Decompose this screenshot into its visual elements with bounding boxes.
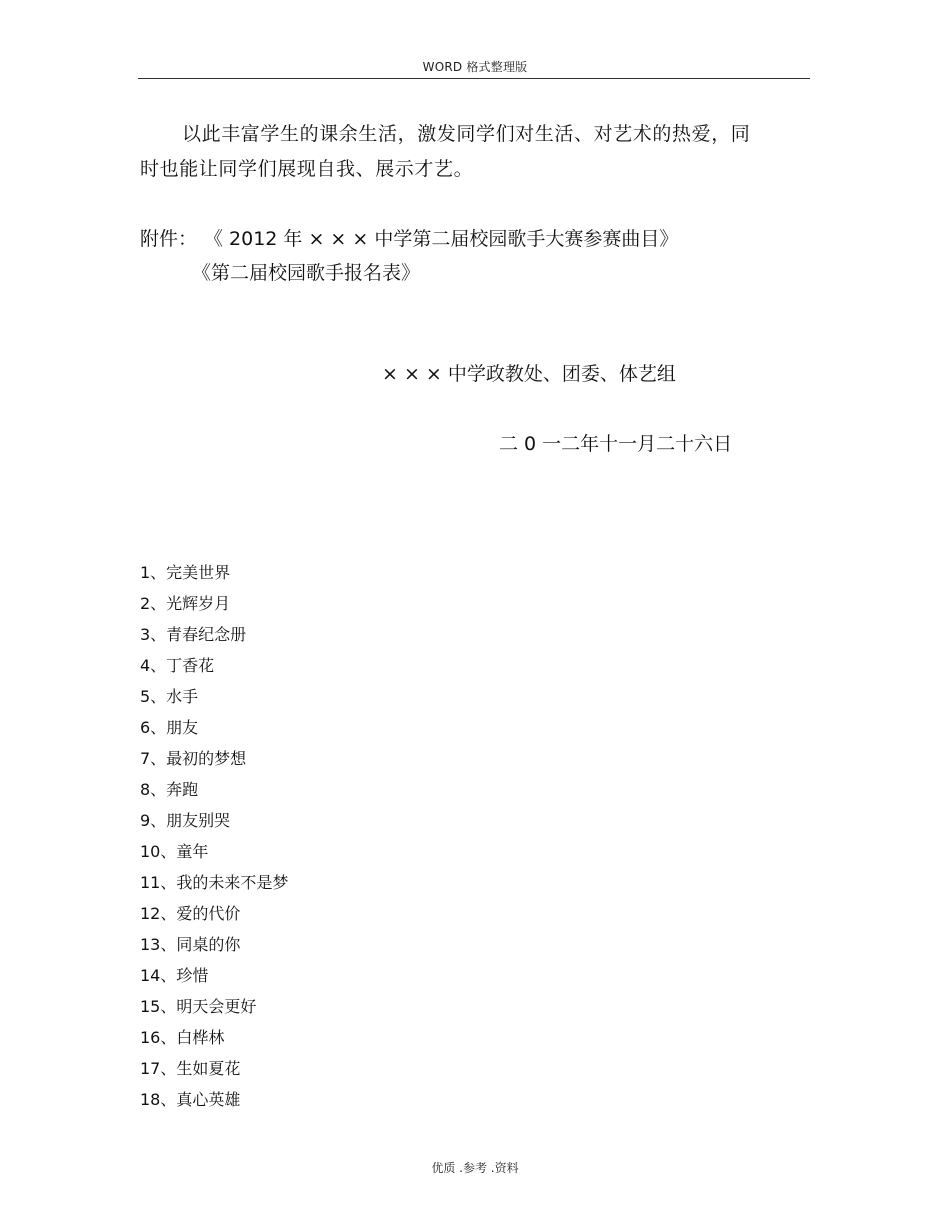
song-list-item: 13、同桌的你 [140,935,241,954]
song-list-item: 14、珍惜 [140,966,209,985]
song-list-item: 5、水手 [140,687,199,706]
song-list-item: 6、朋友 [140,718,199,737]
song-list-item: 8、奔跑 [140,780,199,799]
attachment-item-1: 《 2012 年 × × × 中学第二届校园歌手大赛参赛曲目》 [204,228,679,250]
song-list-item: 2、光辉岁月 [140,594,231,613]
page-header: WORD 格式整理版 [422,60,528,74]
page-footer: 优质 .参考 .资料 [431,1161,519,1175]
song-list-item: 1、完美世界 [140,563,231,582]
attachment-item-2: 《第二届校园歌手报名表》 [192,262,421,284]
signature-date: 二 0 一二年十一月二十六日 [499,433,733,455]
paragraph-line-1: 以此丰富学生的课余生活，激发同学们对生活、对艺术的热爱，同 [182,123,751,145]
song-list-item: 12、爱的代价 [140,904,241,923]
song-list-item: 10、童年 [140,842,209,861]
attachment-label: 附件： [140,228,198,250]
song-list-item: 4、丁香花 [140,656,215,675]
song-list-item: 9、朋友别哭 [140,811,231,830]
song-list-item: 11、我的未来不是梦 [140,873,289,892]
song-list-item: 18、真心英雄 [140,1090,241,1109]
body-paragraph [140,117,780,187]
song-list-item: 7、最初的梦想 [140,749,247,768]
song-list-item: 16、白桦林 [140,1028,225,1047]
signature-organization: × × × 中学政教处、团委、体艺组 [382,363,676,385]
header-divider [138,78,810,79]
song-list-item: 3、青春纪念册 [140,625,247,644]
song-list [140,562,288,1120]
song-list-item: 17、生如夏花 [140,1059,241,1078]
paragraph-line-2: 时也能让同学们展现自我、展示才艺。 [140,158,474,180]
song-list-item: 15、明天会更好 [140,997,257,1016]
